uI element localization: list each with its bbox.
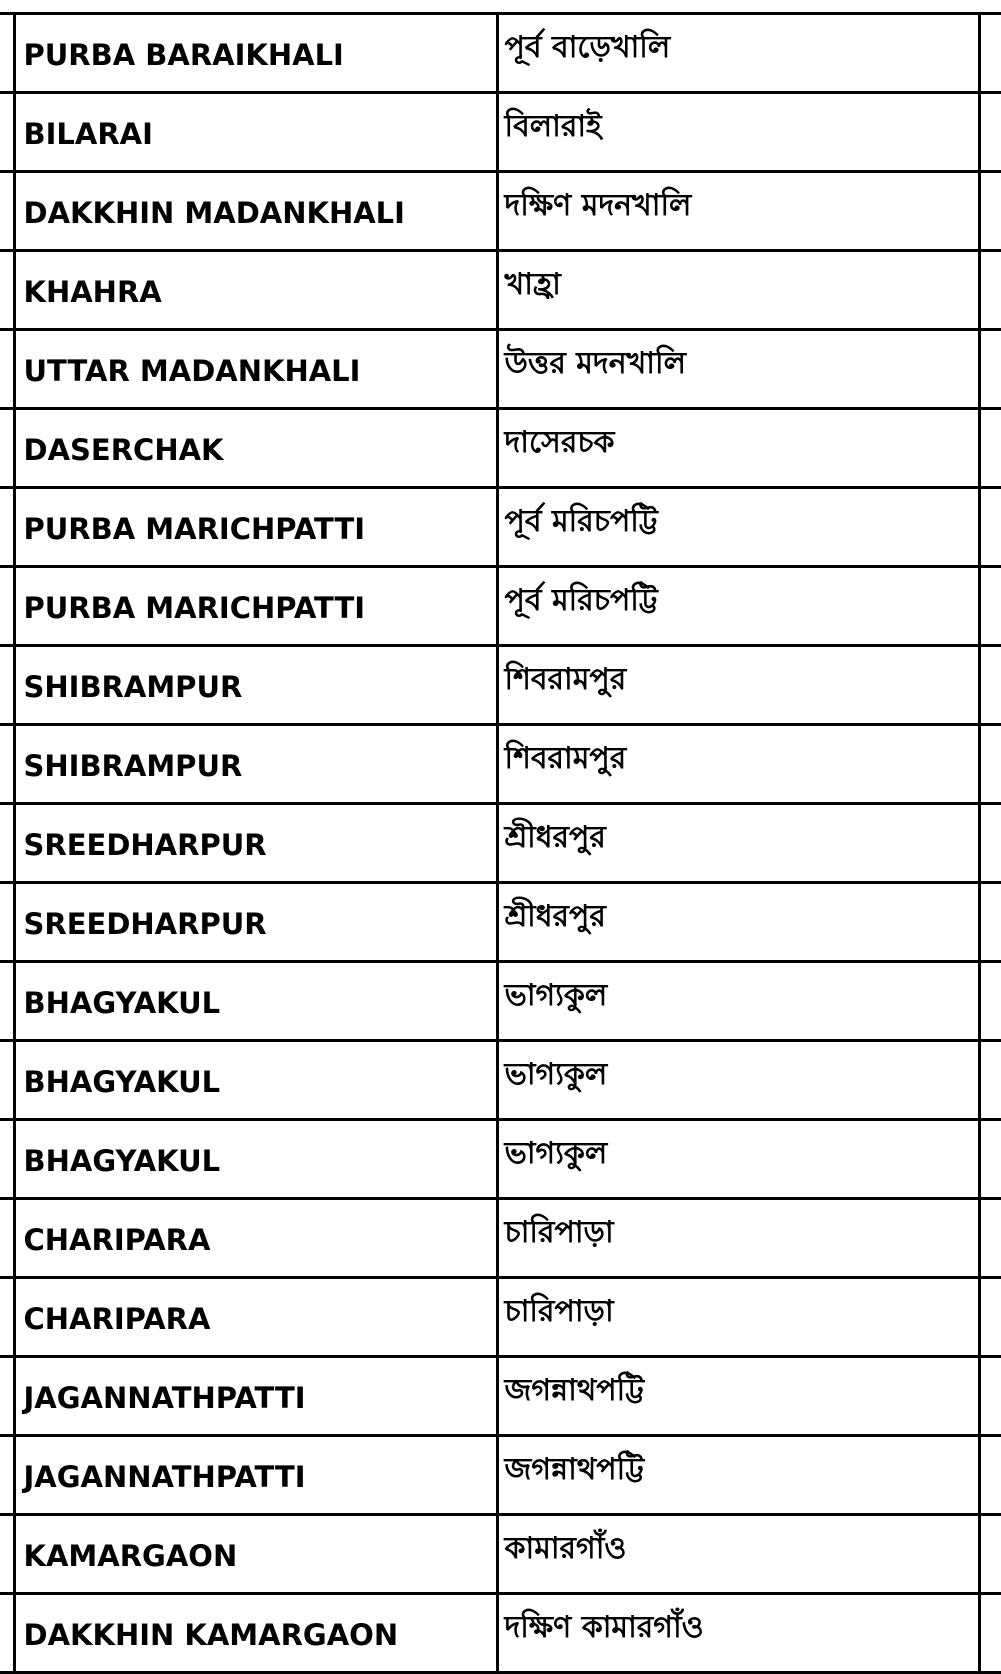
table-row bbox=[0, 172, 1001, 251]
english-village-name: JAGANNATHPATTI bbox=[14, 1436, 497, 1515]
row-left-margin-cell bbox=[0, 14, 14, 93]
english-village-name: BHAGYAKUL bbox=[14, 1041, 497, 1120]
english-village-name: SREEDHARPUR bbox=[14, 883, 497, 962]
table-row bbox=[0, 251, 1001, 330]
row-left-margin-cell bbox=[0, 1120, 14, 1199]
row-left-margin-cell bbox=[0, 1199, 14, 1278]
row-right-cut-cell bbox=[979, 488, 1001, 567]
table-row bbox=[0, 1357, 1001, 1436]
bengali-village-name: কামারগাঁও bbox=[497, 1515, 979, 1594]
row-left-margin-cell bbox=[0, 804, 14, 883]
english-village-name: SHIBRAMPUR bbox=[14, 646, 497, 725]
row-right-cut-cell bbox=[979, 804, 1001, 883]
row-right-cut-cell bbox=[979, 330, 1001, 409]
row-right-cut-cell bbox=[979, 1594, 1001, 1673]
english-village-name: DASERCHAK bbox=[14, 409, 497, 488]
bengali-village-name: পূর্ব মরিচপট্টি bbox=[497, 488, 979, 567]
table-row bbox=[0, 1199, 1001, 1278]
row-left-margin-cell bbox=[0, 646, 14, 725]
table-row bbox=[0, 409, 1001, 488]
table-row bbox=[0, 330, 1001, 409]
table-row bbox=[0, 962, 1001, 1041]
row-right-cut-cell bbox=[979, 172, 1001, 251]
bengali-village-name: পূর্ব মরিচপট্টি bbox=[497, 567, 979, 646]
row-right-cut-cell bbox=[979, 725, 1001, 804]
row-left-margin-cell bbox=[0, 1041, 14, 1120]
english-village-name: JAGANNATHPATTI bbox=[14, 1357, 497, 1436]
english-village-name: BILARAI bbox=[14, 93, 497, 172]
table-row bbox=[0, 1436, 1001, 1515]
table-row bbox=[0, 1278, 1001, 1357]
english-village-name: BHAGYAKUL bbox=[14, 962, 497, 1041]
row-left-margin-cell bbox=[0, 330, 14, 409]
row-left-margin-cell bbox=[0, 409, 14, 488]
english-village-name: CHARIPARA bbox=[14, 1199, 497, 1278]
bengali-village-name: ভাগ্যকুল bbox=[497, 1041, 979, 1120]
english-village-name: PURBA BARAIKHALI bbox=[14, 14, 497, 93]
english-village-name: KAMARGAON bbox=[14, 1515, 497, 1594]
bengali-village-name: খাহ্রা bbox=[497, 251, 979, 330]
row-right-cut-cell bbox=[979, 14, 1001, 93]
row-left-margin-cell bbox=[0, 1436, 14, 1515]
table-row bbox=[0, 14, 1001, 93]
bengali-village-name: ভাগ্যকুল bbox=[497, 1120, 979, 1199]
bengali-village-name: উত্তর মদনখালি bbox=[497, 330, 979, 409]
english-village-name: CHARIPARA bbox=[14, 1278, 497, 1357]
row-left-margin-cell bbox=[0, 1357, 14, 1436]
row-left-margin-cell bbox=[0, 251, 14, 330]
english-village-name: PURBA MARICHPATTI bbox=[14, 567, 497, 646]
row-right-cut-cell bbox=[979, 93, 1001, 172]
bengali-village-name: বিলারাই bbox=[497, 93, 979, 172]
table-row bbox=[0, 93, 1001, 172]
row-right-cut-cell bbox=[979, 409, 1001, 488]
bengali-village-name: শিবরামপুর bbox=[497, 646, 979, 725]
bengali-village-name: শ্রীধরপুর bbox=[497, 804, 979, 883]
row-right-cut-cell bbox=[979, 1436, 1001, 1515]
row-right-cut-cell bbox=[979, 1357, 1001, 1436]
table-row bbox=[0, 725, 1001, 804]
bengali-village-name: দক্ষিণ মদনখালি bbox=[497, 172, 979, 251]
english-village-name: DAKKHIN KAMARGAON bbox=[14, 1594, 497, 1673]
english-village-name: KHAHRA bbox=[14, 251, 497, 330]
row-left-margin-cell bbox=[0, 883, 14, 962]
table-row bbox=[0, 646, 1001, 725]
row-left-margin-cell bbox=[0, 1594, 14, 1673]
row-left-margin-cell bbox=[0, 172, 14, 251]
bengali-village-name: জগন্নাথপট্টি bbox=[497, 1436, 979, 1515]
english-village-name: UTTAR MADANKHALI bbox=[14, 330, 497, 409]
english-village-name: BHAGYAKUL bbox=[14, 1120, 497, 1199]
english-village-name: PURBA MARICHPATTI bbox=[14, 488, 497, 567]
table-body bbox=[0, 14, 1001, 1673]
table-row bbox=[0, 1515, 1001, 1594]
row-right-cut-cell bbox=[979, 646, 1001, 725]
row-left-margin-cell bbox=[0, 1278, 14, 1357]
bengali-village-name: পূর্ব বাড়েখালি bbox=[497, 14, 979, 93]
bengali-village-name: চারিপাড়া bbox=[497, 1199, 979, 1278]
row-left-margin-cell bbox=[0, 725, 14, 804]
english-village-name: DAKKHIN MADANKHALI bbox=[14, 172, 497, 251]
row-right-cut-cell bbox=[979, 1199, 1001, 1278]
english-village-name: SHIBRAMPUR bbox=[14, 725, 497, 804]
row-left-margin-cell bbox=[0, 93, 14, 172]
row-left-margin-cell bbox=[0, 1515, 14, 1594]
row-right-cut-cell bbox=[979, 1278, 1001, 1357]
table-row bbox=[0, 1594, 1001, 1673]
table-row bbox=[0, 883, 1001, 962]
row-right-cut-cell bbox=[979, 962, 1001, 1041]
bengali-village-name: জগন্নাথপট্টি bbox=[497, 1357, 979, 1436]
village-table bbox=[0, 12, 1001, 1674]
row-left-margin-cell bbox=[0, 488, 14, 567]
bengali-village-name: চারিপাড়া bbox=[497, 1278, 979, 1357]
table-row bbox=[0, 1041, 1001, 1120]
row-right-cut-cell bbox=[979, 1515, 1001, 1594]
row-left-margin-cell bbox=[0, 962, 14, 1041]
bengali-village-name: দক্ষিণ কামারগাঁও bbox=[497, 1594, 979, 1673]
bengali-village-name: ভাগ্যকুল bbox=[497, 962, 979, 1041]
row-right-cut-cell bbox=[979, 567, 1001, 646]
table-row bbox=[0, 488, 1001, 567]
table-row bbox=[0, 804, 1001, 883]
row-right-cut-cell bbox=[979, 1120, 1001, 1199]
table-row bbox=[0, 567, 1001, 646]
table-row bbox=[0, 1120, 1001, 1199]
row-right-cut-cell bbox=[979, 251, 1001, 330]
bengali-village-name: শ্রীধরপুর bbox=[497, 883, 979, 962]
row-right-cut-cell bbox=[979, 1041, 1001, 1120]
english-village-name: SREEDHARPUR bbox=[14, 804, 497, 883]
bengali-village-name: দাসেরচক bbox=[497, 409, 979, 488]
bengali-village-name: শিবরামপুর bbox=[497, 725, 979, 804]
row-right-cut-cell bbox=[979, 883, 1001, 962]
row-left-margin-cell bbox=[0, 567, 14, 646]
